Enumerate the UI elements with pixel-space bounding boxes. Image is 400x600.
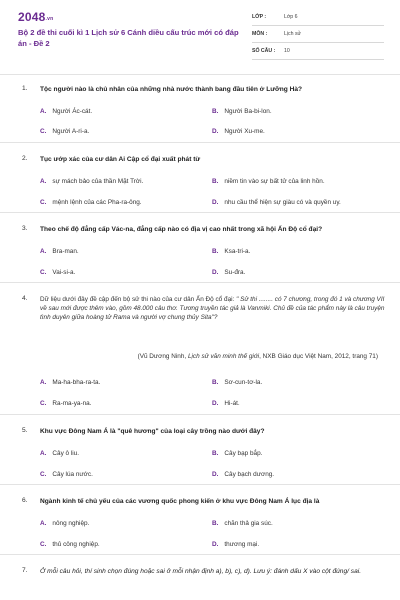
option-text: Người Ba-bi-lon. <box>224 108 272 115</box>
question-7 <box>0 554 400 600</box>
source-citation <box>40 353 378 360</box>
option-b[interactable] <box>212 379 262 386</box>
option-c[interactable] <box>40 541 100 548</box>
question-number: 3. <box>22 225 28 232</box>
option-letter: D. <box>212 269 219 276</box>
option-a[interactable] <box>40 450 79 457</box>
option-d[interactable] <box>212 400 240 407</box>
meta-key: LỚP : <box>252 14 267 20</box>
option-text: Cây lúa nước. <box>52 471 93 478</box>
citation-author: (Vũ Dương Ninh, <box>137 353 188 360</box>
option-a[interactable] <box>40 178 143 185</box>
option-text: Ra-ma-ya-na. <box>52 400 92 407</box>
option-c[interactable] <box>40 400 91 407</box>
document-header <box>0 0 400 70</box>
option-letter: C. <box>40 199 47 206</box>
option-text: Su-đra. <box>224 269 246 276</box>
option-d[interactable] <box>212 128 265 135</box>
citation-book: Lịch sử văn minh thế giới <box>187 353 260 360</box>
question-3 <box>0 212 400 282</box>
option-text: Vai-si-a. <box>52 269 76 276</box>
option-letter: D. <box>212 471 219 478</box>
option-letter: D. <box>212 199 219 206</box>
document-title: Bộ 2 đề thi cuối kì 1 Lịch sử 6 Cánh diều cấu trúc mới có đáp án - Đề 2 <box>18 28 239 48</box>
option-letter: B. <box>212 520 219 527</box>
option-b[interactable] <box>212 450 262 457</box>
question-number: 4. <box>22 295 28 302</box>
option-letter: D. <box>212 400 219 407</box>
question-number: 1. <box>22 85 28 92</box>
option-text: thủ công nghiệp. <box>52 541 100 548</box>
citation-publisher: , NXB Giáo dục Việt Nam, 2012, trang 71) <box>259 353 378 360</box>
site-logo[interactable] <box>18 10 53 24</box>
option-a[interactable] <box>40 520 89 527</box>
option-text: Người A-ri-a. <box>52 128 90 135</box>
option-c[interactable] <box>40 199 142 206</box>
option-letter: A. <box>40 520 47 527</box>
option-text: niềm tin vào sự bất tử của linh hồn. <box>224 178 325 185</box>
question-text: Tộc người nào là chủ nhân của những nhà nước thành bang đầu tiên ở Lưỡng Hà? <box>40 86 303 93</box>
question-text: Ở mỗi câu hỏi, thí sinh chọn đúng hoặc sai ở mỗi nhận định a), b), c), d). Lưu ý: đánh dấu X vào cột đúng/ sai. <box>40 568 362 575</box>
option-letter: C. <box>40 400 47 407</box>
meta-row-subject <box>252 29 384 43</box>
option-letter: C. <box>40 471 47 478</box>
meta-key: MÔN : <box>252 31 268 37</box>
logo-text: 2048 <box>18 10 46 24</box>
option-text: Bra-man. <box>52 248 79 255</box>
option-letter: B. <box>212 450 219 457</box>
question-text: Khu vực Đông Nam Á là "quê hương" của loại cây trồng nào dưới đây? <box>40 428 265 435</box>
question-text: Theo chế độ đẳng cấp Vác-na, đẳng cấp nào có địa vị cao nhất trong xã hội Ấn Độ cổ đại? <box>40 226 323 233</box>
meta-key: SỐ CÂU : <box>252 48 276 54</box>
meta-value: Lịch sử <box>284 31 302 37</box>
question-1 <box>0 74 400 142</box>
option-text: mệnh lệnh của các Pha-ra-ông. <box>52 199 142 206</box>
meta-table <box>252 12 384 63</box>
option-text: Người Xu-me. <box>224 128 265 135</box>
option-letter: A. <box>40 248 47 255</box>
question-6 <box>0 484 400 554</box>
option-a[interactable] <box>40 108 92 115</box>
question-2 <box>0 142 400 212</box>
option-text: Ksa-tri-a. <box>224 248 251 255</box>
option-a[interactable] <box>40 248 79 255</box>
option-letter: A. <box>40 108 47 115</box>
question-text: Ngành kinh tế chủ yếu của các vương quốc phong kiến ở khu vực Đông Nam Á lục địa là <box>40 498 320 505</box>
question-4 <box>0 282 400 424</box>
question-5 <box>0 414 400 484</box>
question-number: 5. <box>22 427 28 434</box>
option-d[interactable] <box>212 199 341 206</box>
option-text: Hi-át. <box>224 400 240 407</box>
option-letter: A. <box>40 379 47 386</box>
meta-row-count <box>252 46 384 60</box>
option-b[interactable] <box>212 178 325 185</box>
question-quote: " Sử thi ........ có 7 chương, trong đó 1 và chương VII về sau mới được thêm vào, gồm 48.000 câu thơ. Tương truyền tác giả là Vanmiki. Chủ đề của tác phẩm này là câu truyện tình duyên giữa hoàng tử Rama và người vợ chung thủy Sita"? <box>40 296 385 321</box>
option-letter: C. <box>40 128 47 135</box>
meta-value: 10 <box>284 48 290 54</box>
option-letter: B. <box>212 379 219 386</box>
option-c[interactable] <box>40 269 75 276</box>
option-text: Cây ô liu. <box>52 450 80 457</box>
option-text: chăn thả gia súc. <box>224 520 273 527</box>
option-letter: C. <box>40 269 47 276</box>
option-text: Sơ-cun-tơ-la. <box>224 379 263 386</box>
option-letter: A. <box>40 450 47 457</box>
option-b[interactable] <box>212 248 250 255</box>
meta-row-class <box>252 12 384 26</box>
option-a[interactable] <box>40 379 100 386</box>
option-letter: D. <box>212 541 219 548</box>
option-text: nhu cầu thể hiện sự giàu có và quyền uy. <box>224 199 341 206</box>
question-number: 7. <box>22 567 28 574</box>
option-text: sự mách bảo của thần Mặt Trời. <box>52 178 144 185</box>
option-letter: B. <box>212 178 219 185</box>
option-text: Ma-ha-bha-ra-ta. <box>52 379 101 386</box>
logo-suffix: .vn <box>45 16 54 22</box>
option-letter: B. <box>212 108 219 115</box>
question-body <box>40 295 385 322</box>
question-number: 2. <box>22 155 28 162</box>
question-text: Tục ướp xác của cư dân Ai Cập cổ đại xuất phát từ <box>40 156 201 163</box>
option-text: Người Ác-cát. <box>52 108 93 115</box>
meta-value: Lớp 6 <box>284 14 298 20</box>
question-number: 6. <box>22 497 28 504</box>
option-d[interactable] <box>212 541 259 548</box>
option-text: Cây bạch dương. <box>224 471 275 478</box>
option-b[interactable] <box>212 108 272 115</box>
option-letter: A. <box>40 178 47 185</box>
option-text: thương mại. <box>224 541 260 548</box>
option-text: nông nghiệp. <box>52 520 90 527</box>
option-c[interactable] <box>40 128 89 135</box>
option-letter: C. <box>40 541 47 548</box>
question-text: Dữ liệu dưới đây đề cập đến bộ sử thi nào của cư dân Ấn Độ cổ đại: <box>40 296 235 303</box>
option-text: Cây bạp bắp. <box>224 450 263 457</box>
option-letter: B. <box>212 248 219 255</box>
option-letter: D. <box>212 128 219 135</box>
option-d[interactable] <box>212 471 274 478</box>
option-d[interactable] <box>212 269 245 276</box>
option-c[interactable] <box>40 471 93 478</box>
option-b[interactable] <box>212 520 273 527</box>
